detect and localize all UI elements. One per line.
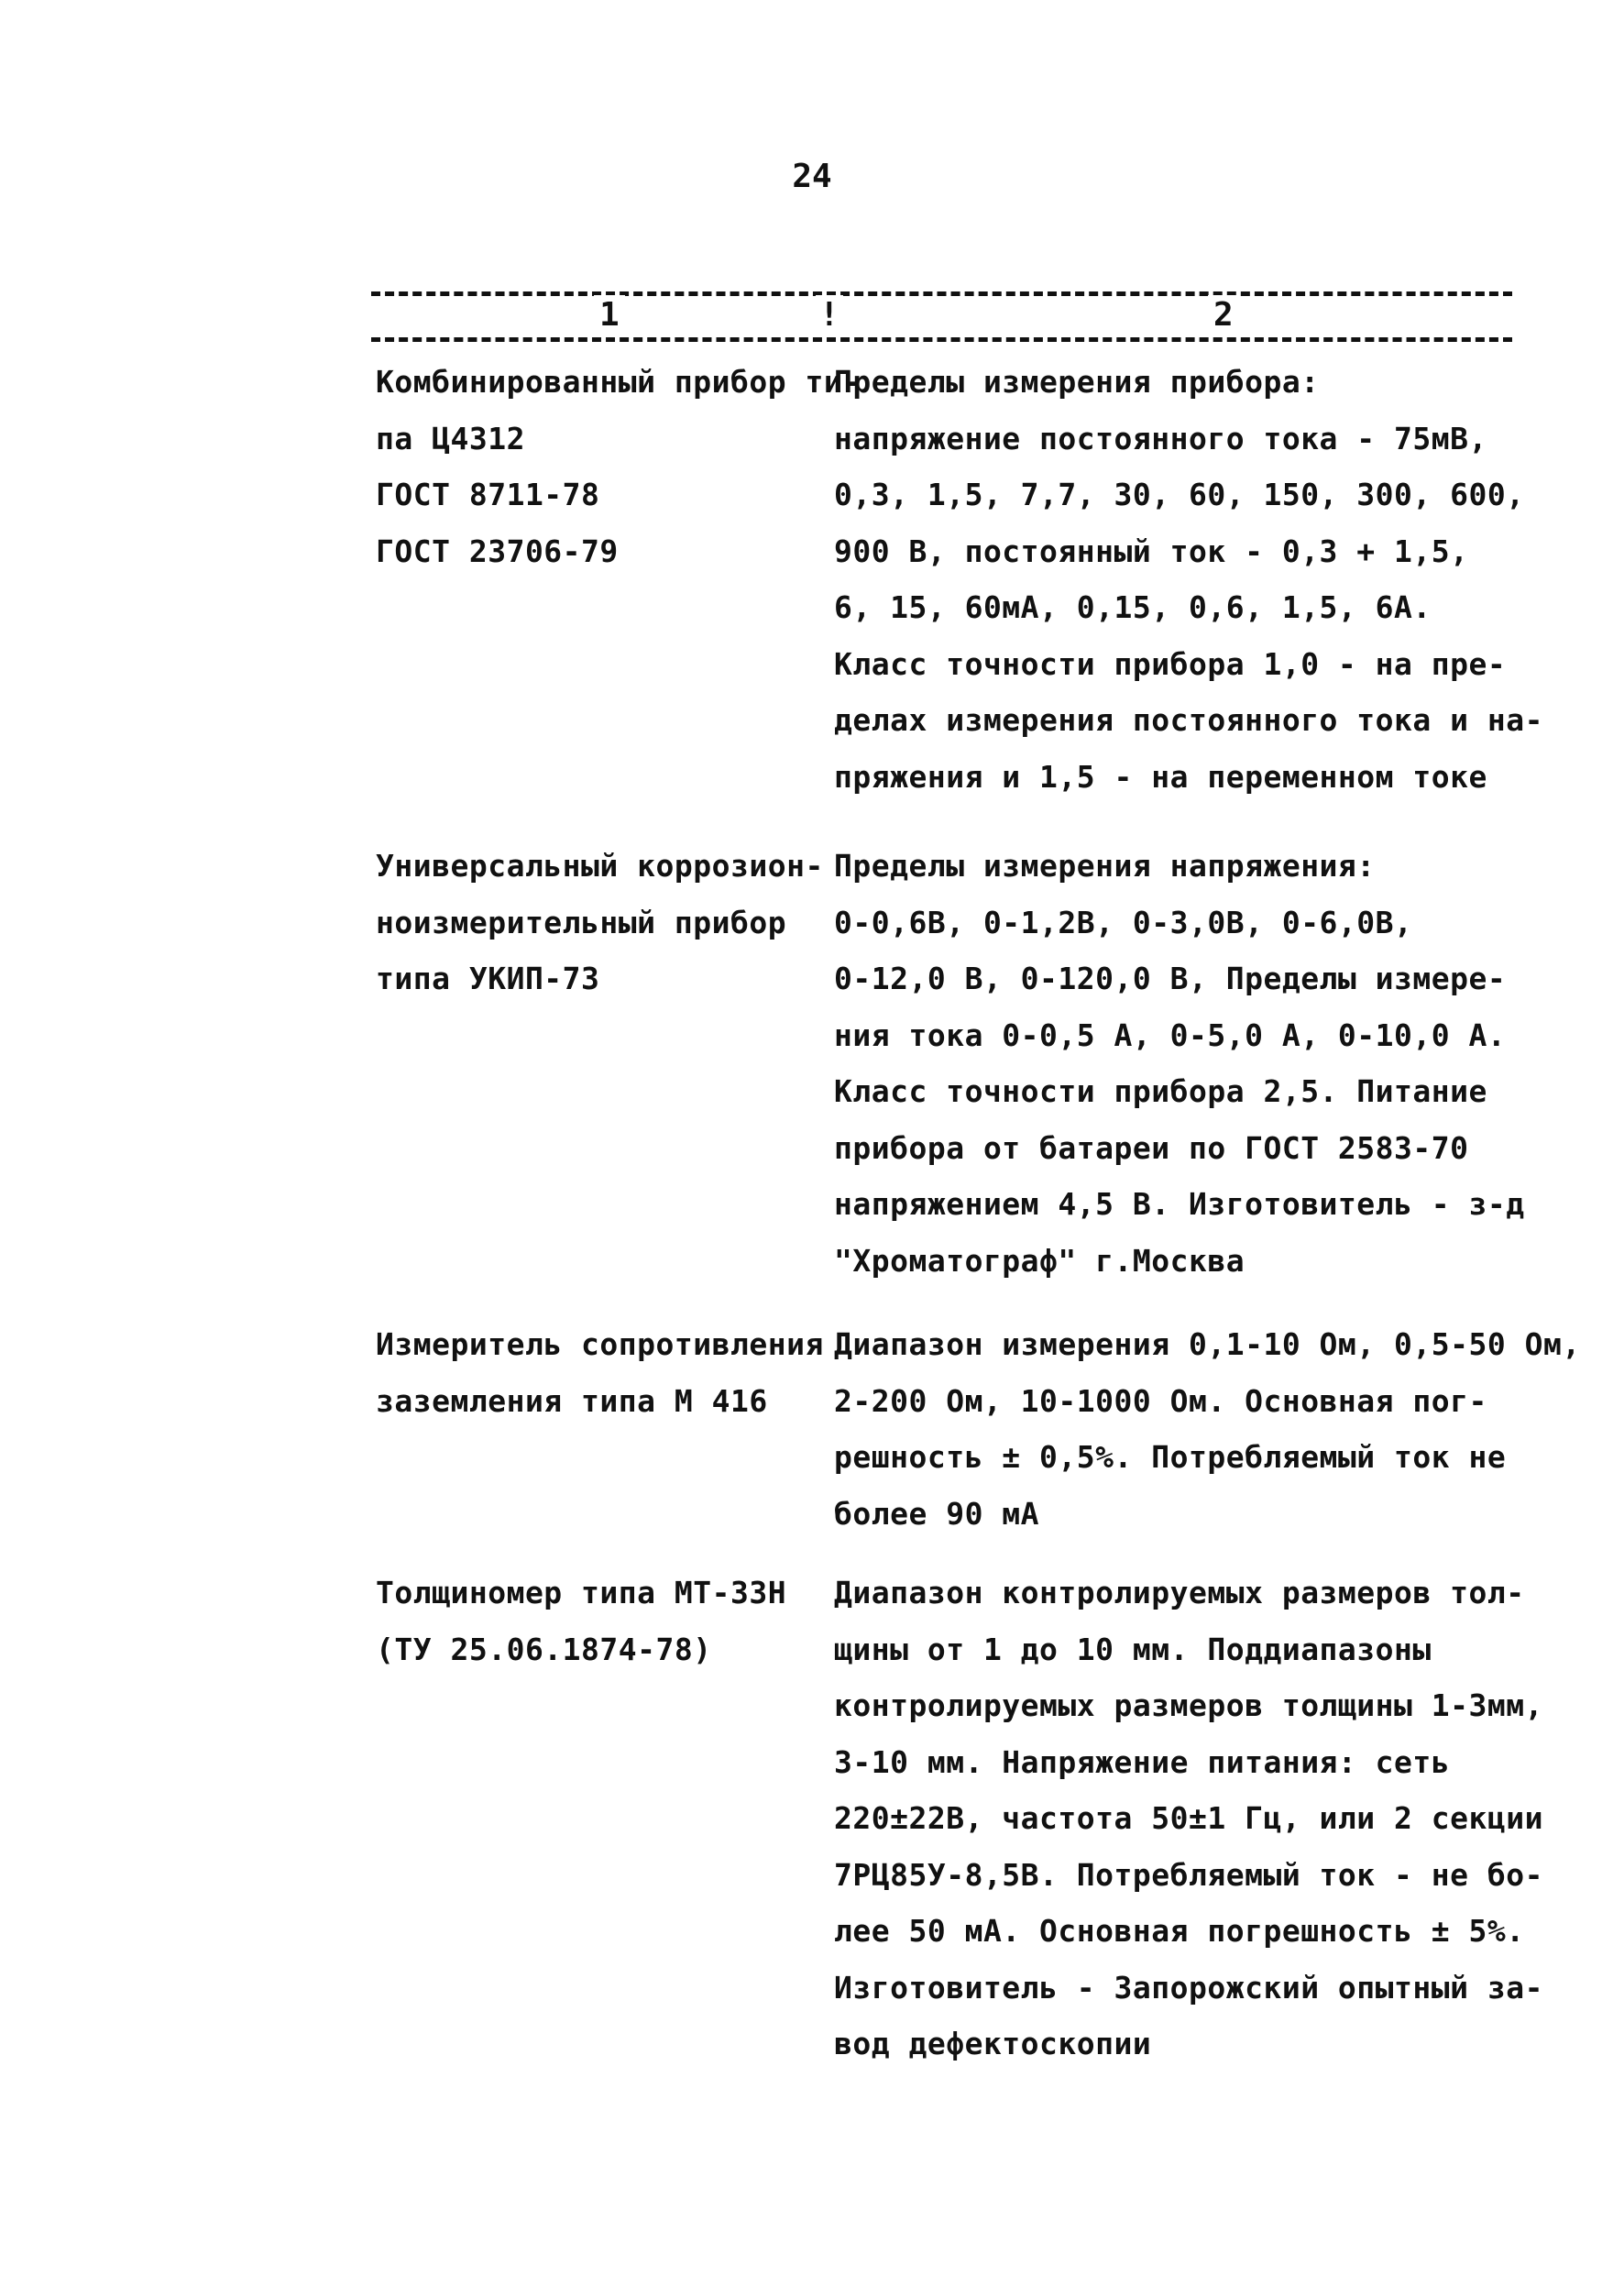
spec-line: пряжения и 1,5 - на переменном токе xyxy=(834,758,1487,795)
device-name-cell xyxy=(376,838,843,1007)
spec-line: Изготовитель - Запорожский опытный за- xyxy=(834,1969,1543,2006)
spec-line: более 90 мА xyxy=(834,1495,1040,1532)
spec-line: Класс точности прибора 1,0 - на пре- xyxy=(834,645,1507,682)
spec-line: Диапазон измерения 0,1-10 Ом, 0,5-50 Ом, xyxy=(834,1326,1581,1362)
device-name-line: Измеритель сопротивления xyxy=(376,1326,824,1362)
spec-line: 3-10 мм. Напряжение питания: сеть xyxy=(834,1743,1451,1780)
device-name-line: Комбинированный прибор ти- xyxy=(376,364,861,400)
spec-line: делах измерения постоянного тока и на- xyxy=(834,702,1543,738)
spec-line: 7РЦ85У-8,5В. Потребляемый ток - не бо- xyxy=(834,1856,1543,1893)
column-separator: ! xyxy=(816,295,843,335)
spec-line: Диапазон контролируемых размеров тол- xyxy=(834,1575,1525,1610)
device-name-cell xyxy=(376,1565,843,1677)
table-header-bottom-rule xyxy=(371,337,1512,342)
device-name-line: заземления типа М 416 xyxy=(376,1382,768,1419)
device-name-line: ГОСТ 8711-78 xyxy=(376,477,600,512)
device-specs-cell xyxy=(834,1565,1567,2072)
device-name-line: типа УКИП-73 xyxy=(376,961,600,996)
device-name-line: па Ц4312 xyxy=(376,420,525,456)
device-name-line: ноизмерительный прибор xyxy=(376,904,787,940)
column-2-number: 2 xyxy=(1208,295,1239,335)
device-name-line: ГОСТ 23706-79 xyxy=(376,533,619,569)
page-number: 24 xyxy=(792,158,832,195)
device-name-line: (ТУ 25.06.1874-78) xyxy=(376,1631,712,1667)
spec-line: 6, 15, 60мА, 0,15, 0,6, 1,5, 6А. xyxy=(834,589,1432,625)
column-1-number: 1 xyxy=(594,295,625,335)
device-specs-cell xyxy=(834,354,1567,805)
spec-line: Пределы измерения прибора: xyxy=(834,364,1320,400)
spec-line: контролируемых размеров толщины 1-3мм, xyxy=(834,1687,1543,1723)
spec-line: 0-12,0 В, 0-120,0 В, Пределы измере- xyxy=(834,961,1507,996)
spec-line: Пределы измерения напряжения: xyxy=(834,848,1376,884)
spec-line: "Хроматограф" г.Москва xyxy=(834,1242,1245,1279)
spec-line: 0,3, 1,5, 7,7, 30, 60, 150, 300, 600, xyxy=(834,477,1525,512)
spec-line: вод дефектоскопии xyxy=(834,2026,1152,2061)
spec-line: 220±22В, частота 50±1 Гц, или 2 секции xyxy=(834,1800,1543,1836)
spec-line: 0-0,6В, 0-1,2В, 0-3,0В, 0-6,0В, xyxy=(834,904,1413,940)
device-specs-cell xyxy=(834,838,1567,1289)
spec-line: ния тока 0-0,5 А, 0-5,0 А, 0-10,0 А. xyxy=(834,1017,1507,1053)
spec-line: щины от 1 до 10 мм. Поддиапазоны xyxy=(834,1631,1432,1667)
spec-line: напряжением 4,5 В. Изготовитель - з-д xyxy=(834,1186,1525,1222)
spec-line: решность ± 0,5%. Потребляемый ток не xyxy=(834,1439,1507,1475)
spec-line: напряжение постоянного тока - 75мВ, xyxy=(834,420,1487,456)
table-header-top-rule xyxy=(371,291,1512,296)
device-specs-cell xyxy=(834,1316,1581,1542)
spec-line: Класс точности прибора 2,5. Питание xyxy=(834,1073,1487,1109)
spec-line: лее 50 мА. Основная погрешность ± 5%. xyxy=(834,1913,1525,1949)
device-name-cell xyxy=(376,354,861,579)
spec-line: прибора от батареи по ГОСТ 2583-70 xyxy=(834,1129,1469,1166)
spec-line: 900 В, постоянный ток - 0,3 + 1,5, xyxy=(834,533,1469,569)
device-name-line: Толщиномер типа МТ-33Н xyxy=(376,1575,787,1610)
device-name-line: Универсальный коррозион- xyxy=(376,848,824,884)
device-name-cell xyxy=(376,1316,843,1429)
spec-line: 2-200 Ом, 10-1000 Ом. Основная пог- xyxy=(834,1382,1487,1419)
